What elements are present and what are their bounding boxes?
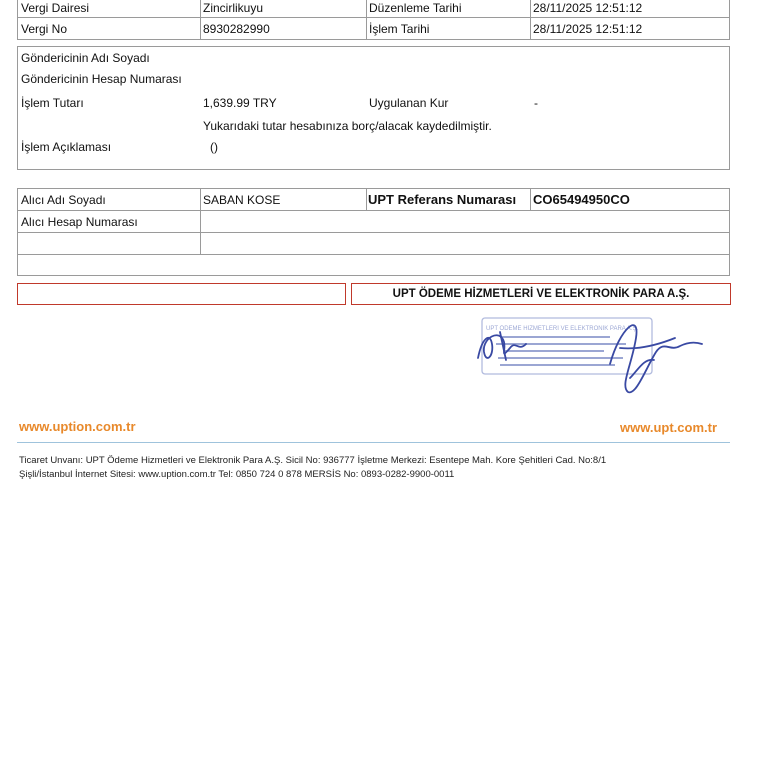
footer-divider <box>17 442 730 443</box>
sender-name-label: Göndericinin Adı Soyadı <box>21 51 150 65</box>
recipient-table <box>17 188 730 276</box>
footer-line-2: Şişli/İstanbul İnternet Sitesi: www.uption.com.tr Tel: 0850 724 0 878 MERSİS No: 0893-0282-9900-0011 <box>19 469 455 480</box>
tax-office-value: Zincirlikuyu <box>203 1 264 15</box>
top-info-table <box>17 0 730 40</box>
tax-no-label: Vergi No <box>21 22 68 36</box>
tax-no-value: 8930282990 <box>203 22 270 36</box>
sender-account-label: Göndericinin Hesap Numarası <box>21 72 182 86</box>
sender-section <box>17 46 730 170</box>
rate-value: - <box>534 96 538 110</box>
company-name-text: UPT ÖDEME HİZMETLERİ VE ELEKTRONİK PARA A.Ş. <box>392 288 690 300</box>
reference-value: CO65494950CO <box>533 192 630 207</box>
recipient-account-label: Alıcı Hesap Numarası <box>21 215 138 229</box>
company-name-box <box>351 283 731 305</box>
transaction-date-label: İşlem Tarihi <box>369 22 430 36</box>
description-label: İşlem Açıklaması <box>21 140 112 154</box>
website-right[interactable]: www.upt.com.tr <box>620 420 718 435</box>
website-left[interactable]: www.uption.com.tr <box>19 419 136 434</box>
empty-red-box <box>17 283 346 305</box>
transaction-date-value: 28/11/2025 12:51:12 <box>533 22 643 36</box>
stamp-line-1: UPT ÖDEME HİZMETLERİ VE ELEKTRONİK PARA A.Ş. <box>486 326 639 332</box>
issue-date-value: 28/11/2025 12:51:12 <box>533 1 643 15</box>
reference-label: UPT Referans Numarası <box>368 192 517 207</box>
company-stamp-signature <box>470 308 710 400</box>
recipient-name-label: Alıcı Adı Soyadı <box>21 193 106 207</box>
issue-date-label: Düzenleme Tarihi <box>369 1 462 15</box>
description-value: () <box>210 140 218 154</box>
rate-label: Uygulanan Kur <box>369 96 449 110</box>
amount-label: İşlem Tutarı <box>21 96 84 110</box>
footer-line-1: Ticaret Unvanı: UPT Ödeme Hizmetleri ve Elektronik Para A.Ş. Sicil No: 936777 İşletme Merkezi: Esentepe Mah. Kore Şehitleri Cad. No:8/1 <box>19 455 607 466</box>
amount-value: 1,639.99 TRY <box>203 96 277 110</box>
debit-credit-note: Yukarıdaki tutar hesabınıza borç/alacak kaydedilmiştir. <box>203 119 492 133</box>
tax-office-label: Vergi Dairesi <box>21 1 90 15</box>
recipient-name-value: SABAN KOSE <box>203 193 281 207</box>
